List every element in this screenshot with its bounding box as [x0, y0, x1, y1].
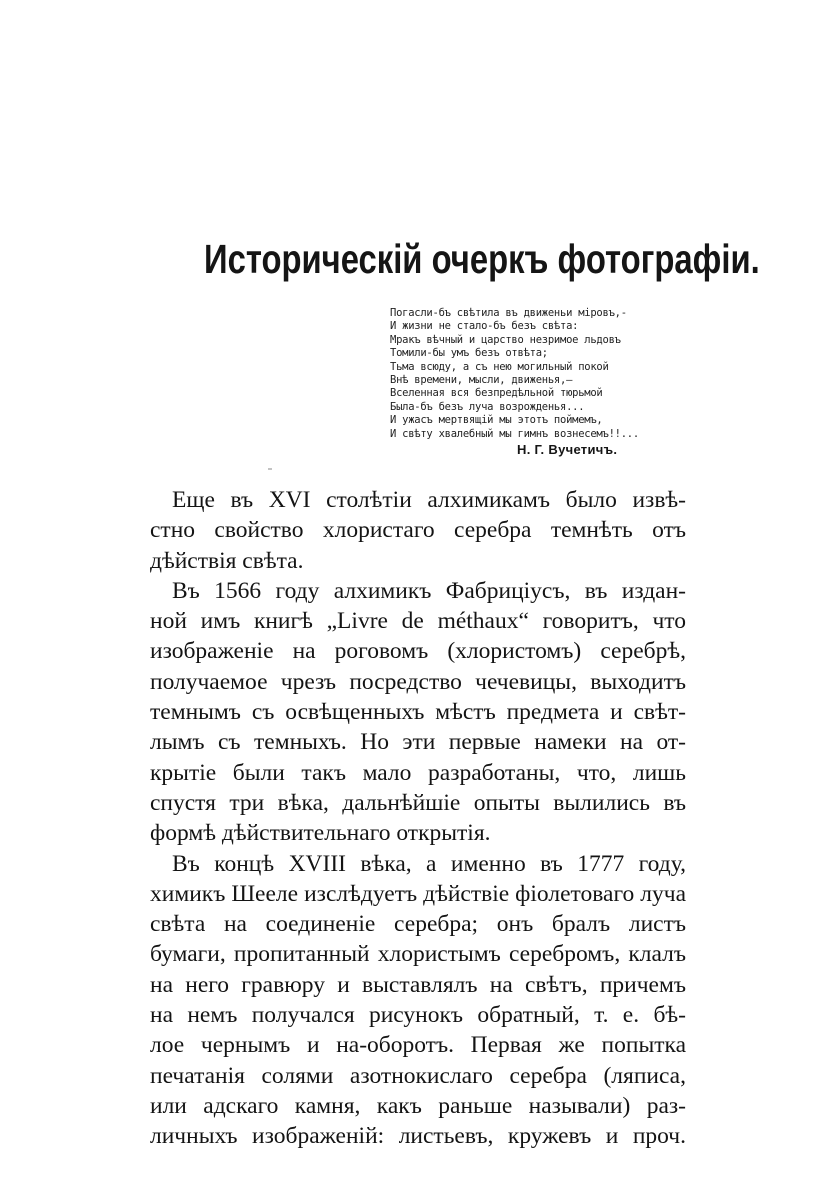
page-title: Историческій очеркъ фотографіи. — [204, 236, 760, 282]
body-line: Въ 1566 году алхимикъ Фабриціусъ, въ издан- — [172, 577, 686, 604]
body-line: лое чернымъ и на-оборотъ. Первая же попытка — [150, 1032, 686, 1059]
body-line: на немъ получался рисунокъ обратный, т. е. бѣ- — [150, 1002, 686, 1029]
body-line: темнымъ съ освѣщенныхъ мѣстъ предмета и свѣт- — [150, 699, 686, 726]
body-line: Еще въ XVI столѣтіи алхимикамъ было извѣ- — [172, 487, 686, 513]
body-line: изображеніе на роговомъ (хлористомъ) серебрѣ, — [150, 638, 686, 665]
body-line: личныхъ изображеній: листьевъ, кружевъ и проч. — [150, 1123, 686, 1150]
epigraph-line: И свѣту хвалебный мы гимнъ вознесемъ!!... — [390, 427, 639, 440]
epigraph-line: Вселенная вся безпредѣльной тюрьмой — [390, 387, 603, 400]
epigraph-line: Внѣ времени, мысли, движенья,— — [390, 374, 573, 387]
epigraph-line: Томили-бы умъ безъ отвѣта; — [390, 347, 548, 360]
print-speck — [268, 468, 272, 470]
body-line: ной имъ книгѣ „Livre de méthaux“ говоритъ, что — [150, 608, 686, 635]
body-line: стно свойство хлористаго серебра темнѣть отъ — [150, 517, 686, 544]
body-line: получаемое чрезъ посредство чечевицы, выходитъ — [150, 668, 686, 695]
epigraph-line: И ужасъ мертвящій мы этотъ поймемъ, — [390, 414, 603, 427]
epigraph-line: Тьма всюду, а съ нею могильный покой — [390, 360, 609, 373]
body-line: печатанія солями азотнокислаго серебра (ляписа, — [150, 1062, 686, 1089]
body-line: свѣта на соединеніе серебра; онъ бралъ листъ — [150, 911, 686, 938]
body-text — [150, 485, 686, 1152]
body-line: лымъ съ темныхъ. Но эти первые намеки на от- — [150, 729, 686, 756]
epigraph-line: Была-бъ безъ луча возрожденья... — [390, 400, 585, 413]
body-line: крытіе были такъ мало разработаны, что, лишь — [150, 759, 686, 786]
body-line: спустя три вѣка, дальнѣйшіе опыты вылились въ — [150, 789, 686, 816]
body-line: Въ концѣ XVIII вѣка, а именно въ 1777 году, — [172, 850, 686, 877]
epigraph — [390, 307, 690, 441]
body-line: химикъ Шееле изслѣдуетъ дѣйствіе фіолетоваго луча — [150, 880, 686, 907]
body-line: формѣ дѣйствительнаго открытія. — [150, 820, 491, 847]
body-line: бумаги, пропитанный хлористымъ серебромъ, клалъ — [150, 941, 686, 968]
epigraph-line: И жизни не стало-бъ безъ свѣта: — [390, 320, 579, 333]
epigraph-author: Н. Г. Вучетичъ. — [517, 442, 618, 457]
epigraph-line: Мракъ вѣчный и царство незримое льдовъ — [390, 333, 621, 346]
body-line: на него гравюру и выставлялъ на свѣтъ, причемъ — [150, 971, 686, 998]
body-line: дѣйствія свѣта. — [150, 547, 304, 574]
body-line: или адскаго камня, какъ раньше называли) раз- — [150, 1092, 686, 1119]
epigraph-line: Погасли-бъ свѣтила въ движеньи міровъ,- — [390, 307, 627, 319]
